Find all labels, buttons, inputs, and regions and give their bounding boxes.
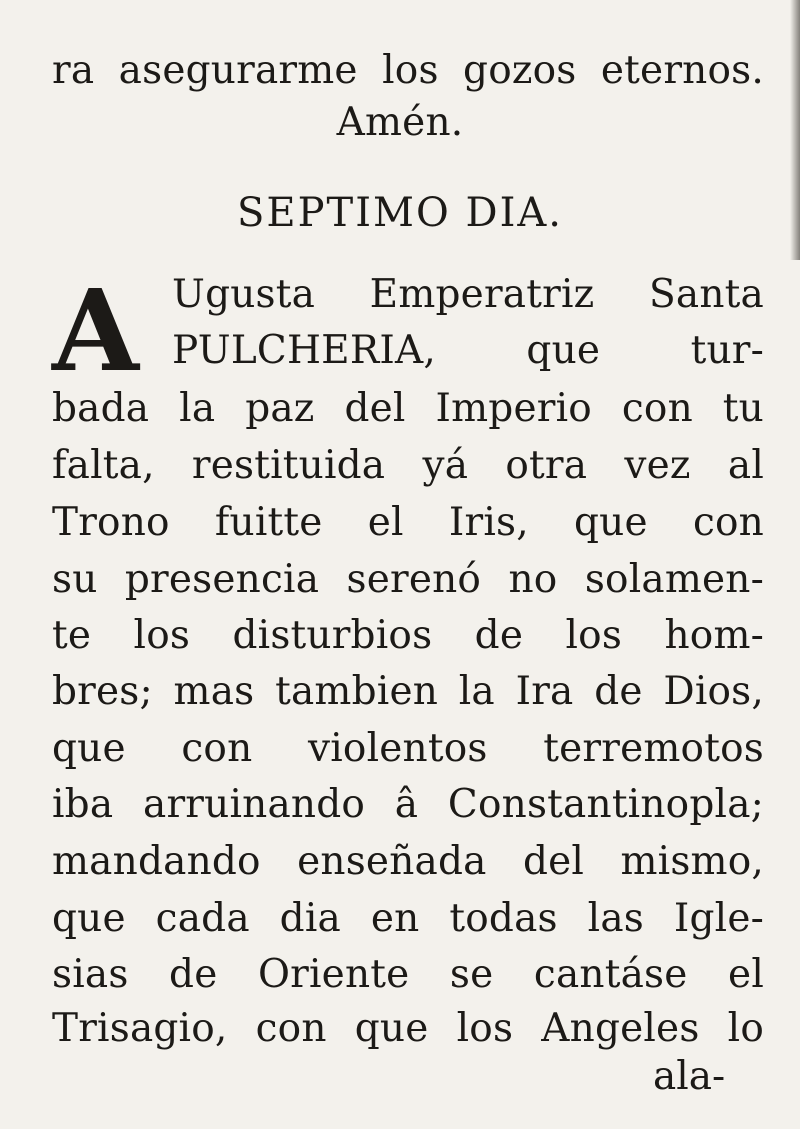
- text-line-6: falta, restituida yá otra vez al: [52, 443, 764, 488]
- amen-line: Amén.: [336, 100, 464, 145]
- text-line-8: su presencia serenó no solamen-: [52, 557, 764, 602]
- text-line-11: que con violentos terremotos: [52, 726, 764, 771]
- text-line-3: Ugusta Emperatriz Santa: [172, 272, 764, 317]
- text-line-1: ra asegurarme los gozos eternos.: [52, 48, 764, 93]
- text-line-14: que cada dia en todas las Igle-: [52, 896, 764, 941]
- text-line-16: Trisagio, con que los Angeles lo: [52, 1006, 764, 1051]
- catchword: ala-: [653, 1054, 726, 1099]
- text-line-7: Trono fuitte el Iris, que con: [52, 500, 764, 545]
- text-line-9: te los disturbios de los hom-: [52, 613, 764, 658]
- text-line-13: mandando enseñada del mismo,: [52, 839, 764, 884]
- text-line-5: bada la paz del Imperio con tu: [52, 386, 764, 431]
- chapter-heading: SEPTIMO DIA.: [237, 190, 563, 236]
- drop-cap-letter: A: [52, 266, 139, 397]
- text-line-4: PULCHERIA, que tur-: [172, 328, 764, 373]
- text-line-12: iba arruinando â Constantinopla;: [52, 782, 764, 827]
- text-line-10: bres; mas tambien la Ira de Dios,: [52, 669, 764, 714]
- text-line-15: sias de Oriente se cantáse el: [52, 952, 764, 997]
